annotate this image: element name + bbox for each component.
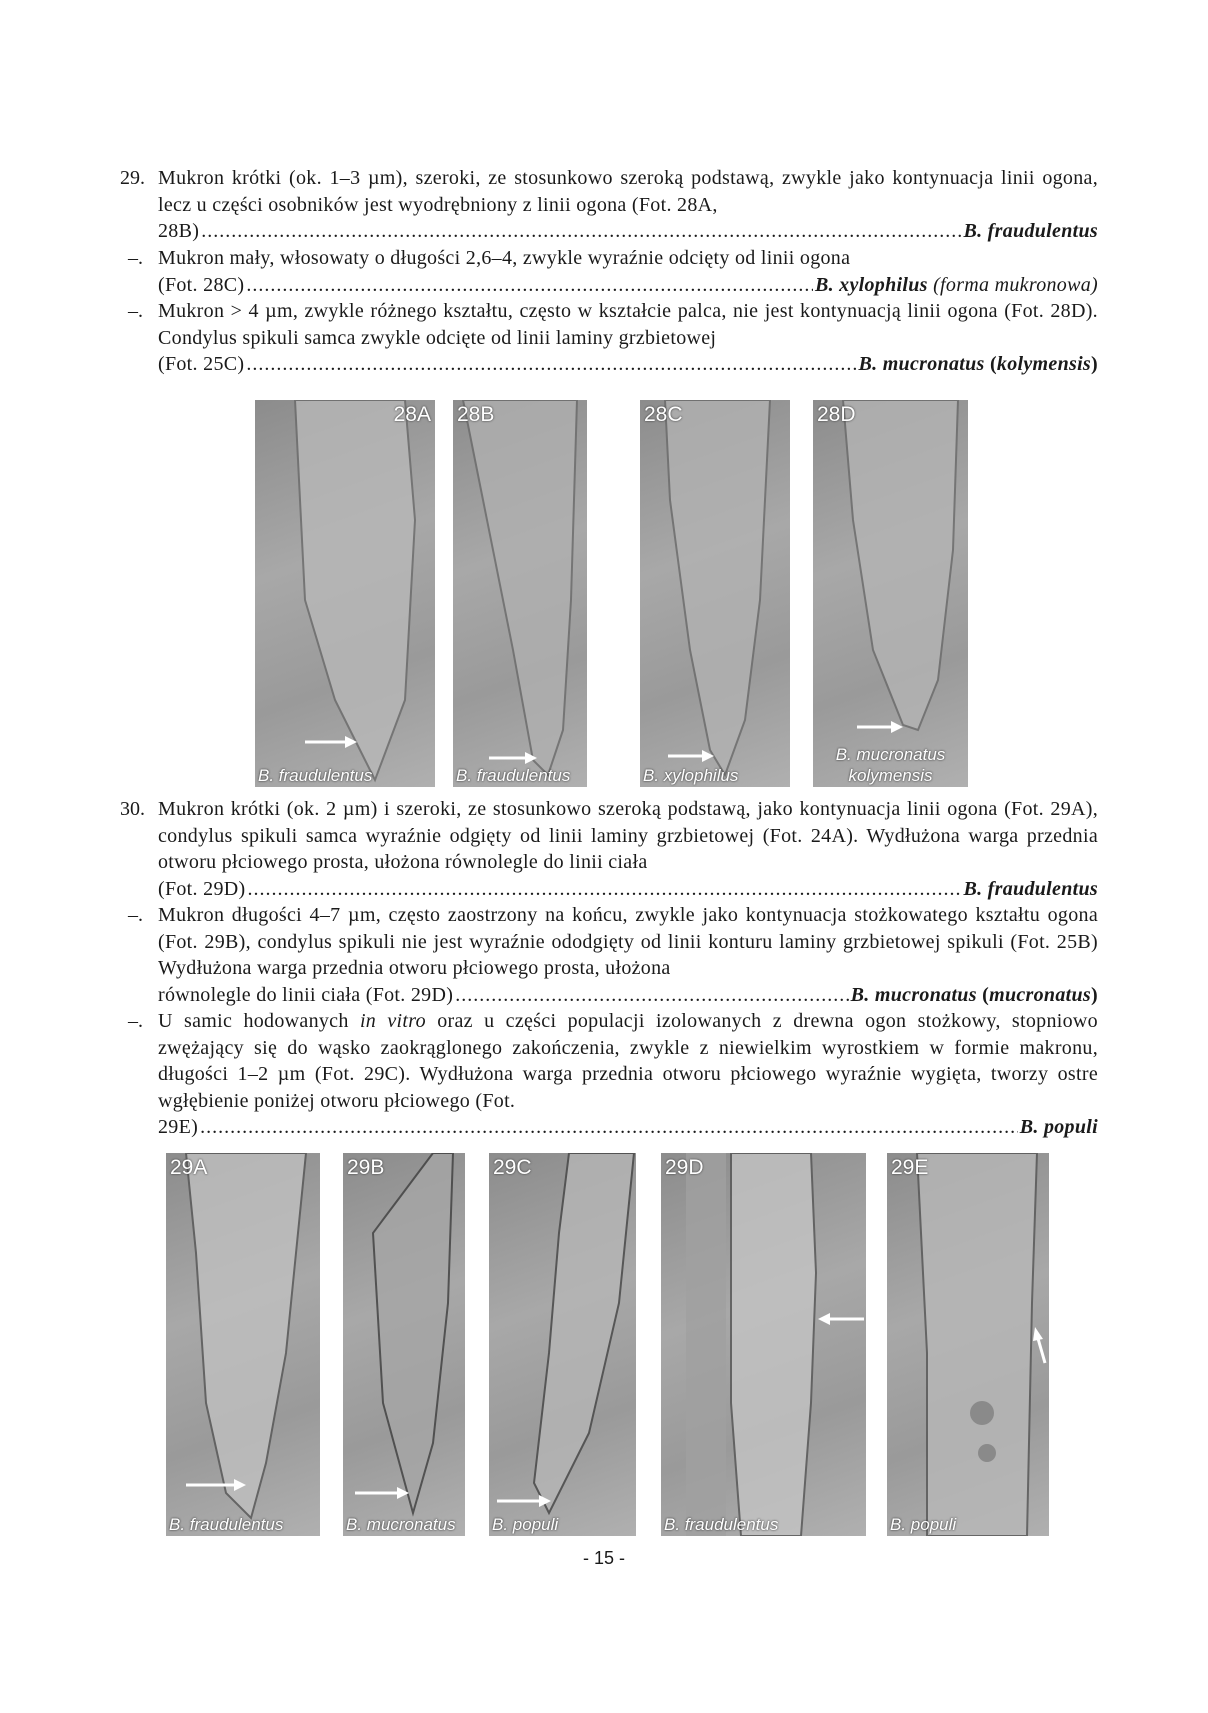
couplet-ref: (Fot. 28C) xyxy=(158,273,245,296)
couplet-ref: (Fot. 25C) xyxy=(158,353,245,375)
arrow-icon xyxy=(487,751,539,765)
arrow-icon xyxy=(666,749,716,763)
arrow-icon xyxy=(816,1312,866,1326)
figure-label: 28C xyxy=(644,403,683,426)
leader-dots xyxy=(247,876,961,903)
species-name: B. mucronatus xyxy=(850,983,977,1006)
figure-label: 29C xyxy=(493,1156,532,1179)
nematode-tail-image xyxy=(343,1153,465,1536)
figure-caption: B. fraudulentus xyxy=(258,766,373,785)
key-entry-29c: –. Mukron > 4 µm, zwykle różnego kształtu, często w kształcie palca, nie jest kontynuacją linii ogona (Fot. 28D). Condylus spikuli samca zwykle odcięte od linii laminy grzbietowej (Fot. 25C) ..... B. mucronatus (kolymensis) xyxy=(120,298,1098,378)
species-form: mucronatus xyxy=(989,983,1092,1006)
caption-line-form: kolymensis xyxy=(848,766,933,785)
species-form: kolymensis xyxy=(996,353,1092,375)
key-entry-29 xyxy=(120,165,1098,245)
leader-dots xyxy=(455,982,848,1009)
key-entry-30c xyxy=(120,1008,1098,1141)
figure-label: 29A xyxy=(170,1156,208,1179)
figure-label: 29B xyxy=(347,1156,385,1179)
photo-28d xyxy=(813,400,968,787)
couplet-text: U samic hodowanych xyxy=(158,1010,349,1032)
species-form: forma mukronowa xyxy=(940,273,1092,296)
couplet-text: Mukron długości 4–7 µm, często zaostrzony na końcu, zwykle jako kontynuacja stożkowatego kształtu ogona (Fot. 29B), condylus spikuli nie jest wyraźnie ododgięty od linii konturu laminy grzbietowej spikuli (Fot. 25B) Wydłużona warga przednia otworu płciowego prosta, ułożona xyxy=(158,904,1098,979)
figure-caption: B. fraudulentus xyxy=(664,1515,779,1534)
arrow-icon xyxy=(1031,1325,1049,1365)
leader-dots xyxy=(201,218,961,245)
page-number: - 15 - xyxy=(582,1548,625,1568)
nematode-body-image xyxy=(887,1153,1049,1536)
arrow-icon xyxy=(184,1478,248,1492)
arrow-icon xyxy=(855,720,905,734)
species-name: B. fraudulentus xyxy=(963,220,1098,242)
photo-28c xyxy=(640,400,790,787)
photo-28b xyxy=(453,400,587,787)
entry-number: 29. xyxy=(120,167,145,189)
nematode-tail-image xyxy=(640,400,790,787)
figure-caption: B. xylophilus xyxy=(643,766,739,785)
leader-dots xyxy=(246,272,813,299)
photo-29e xyxy=(887,1153,1049,1536)
species-name: B. mucronatus xyxy=(858,353,985,375)
key-entry-30b: –. Mukron długości 4–7 µm, często zaostrzony na końcu, zwykle jako kontynuacja stożkowatego kształtu ogona (Fot. 29B), condylus spikuli nie jest wyraźnie ododgięty od linii konturu laminy grzbietowej spikuli (Fot. 25B) Wydłużona warga przednia otworu płciowego prosta, ułożona równolegle do linii ciała (Fot. 29D) ..... B. mucronatus (mucronatus) xyxy=(120,902,1098,1008)
nematode-tail-image xyxy=(255,400,435,787)
arrow-icon xyxy=(353,1486,411,1500)
leader-dots xyxy=(200,1114,1018,1141)
figure-label: 28A xyxy=(393,403,431,426)
figure-caption: B. populi xyxy=(492,1515,559,1534)
figure-caption xyxy=(813,744,968,786)
photo-29b xyxy=(343,1153,465,1536)
couplet-text: Mukron krótki (ok. 2 µm) i szeroki, ze stosunkowo szeroką podstawą, jako kontynuacja linii ogona (Fot. 29A), condylus spikuli samca wyraźnie odgięty od linii laminy grzbietowej (Fot. 24A). Wydłużona warga przednia otworu płciowego prosta, ułożona równolegle do linii ciała xyxy=(158,798,1098,873)
nematode-tail-image xyxy=(453,400,587,787)
couplet-text: Mukron > 4 µm, zwykle różnego kształtu, często w kształcie palca, nie jest kontynuacją linii ogona (Fot. 28D). Condylus spikuli samca zwykle odcięte od linii laminy grzbietowej xyxy=(158,300,1098,349)
couplet-text: Mukron krótki (ok. 1–3 µm), szeroki, ze stosunkowo szeroką podstawą, zwykle jako kontynuacja linii ogona, lecz u części osobników jest wyodrębniony z linii ogona (Fot. 28A, xyxy=(158,167,1098,216)
figure-label: 29D xyxy=(665,1156,704,1179)
nematode-tail-image xyxy=(489,1153,636,1536)
figure-caption: B. mucronatus xyxy=(346,1515,456,1534)
couplet-ref: 28B) xyxy=(158,220,200,242)
alt-mark: –. xyxy=(128,1010,143,1032)
figure-caption: B. fraudulentus xyxy=(456,766,571,785)
species-name: B. xylophilus xyxy=(814,273,928,296)
species-name: B. populi xyxy=(1019,1116,1098,1138)
arrow-icon xyxy=(303,735,359,749)
caption-line-species: B. mucronatus xyxy=(835,745,946,764)
alt-mark: –. xyxy=(128,247,143,269)
arrow-icon xyxy=(495,1494,553,1508)
figure-label: 29E xyxy=(891,1156,929,1179)
nematode-body-image xyxy=(661,1153,866,1536)
figure-caption: B. populi xyxy=(890,1515,957,1534)
figure-label: 28B xyxy=(457,403,495,426)
alt-mark: –. xyxy=(128,300,143,322)
couplet-ref: 29E) xyxy=(158,1116,199,1138)
figure-label: 28D xyxy=(817,403,856,426)
leader-dots xyxy=(246,351,856,378)
key-entry-29b: –. Mukron mały, włosowaty o długości 2,6–4, zwykle wyraźnie odcięty od linii ogona (Fot. 28C) ..... B. xylophilus (forma mukronowa) xyxy=(120,245,1098,298)
photo-29a xyxy=(166,1153,320,1536)
photo-29c xyxy=(489,1153,636,1536)
alt-mark: –. xyxy=(128,904,143,926)
italic-term: in vitro xyxy=(359,1010,426,1032)
couplet-text: Mukron mały, włosowaty o długości 2,6–4, zwykle wyraźnie odcięty od linii ogona xyxy=(158,247,851,269)
couplet-ref: (Fot. 29D) xyxy=(158,877,246,900)
species-name: B. fraudulentus xyxy=(963,877,1098,900)
entry-number: 30. xyxy=(120,798,145,820)
photo-28a xyxy=(255,400,435,787)
couplet-29a xyxy=(158,165,1098,245)
figure-caption: B. fraudulentus xyxy=(169,1515,284,1534)
key-entry-30 xyxy=(120,796,1098,902)
photo-29d xyxy=(661,1153,866,1536)
couplet-ref: równolegle do linii ciała (Fot. 29D) xyxy=(158,983,454,1006)
couplet-text: oraz u części populacji izolowanych z drewna ogon stożkowy, stopniowo zwężający się do wąsko zaokrąglonego zakończenia, zwykle z niewielkim wyrostkiem w formie makronu, długości 1–2 µm (Fot. 29C). Wydłużona warga przednia otworu płciowego wyraźnie wygięta, tworzy ostre wgłębienie poniżej otworu płciowego (Fot. xyxy=(158,1010,1098,1112)
